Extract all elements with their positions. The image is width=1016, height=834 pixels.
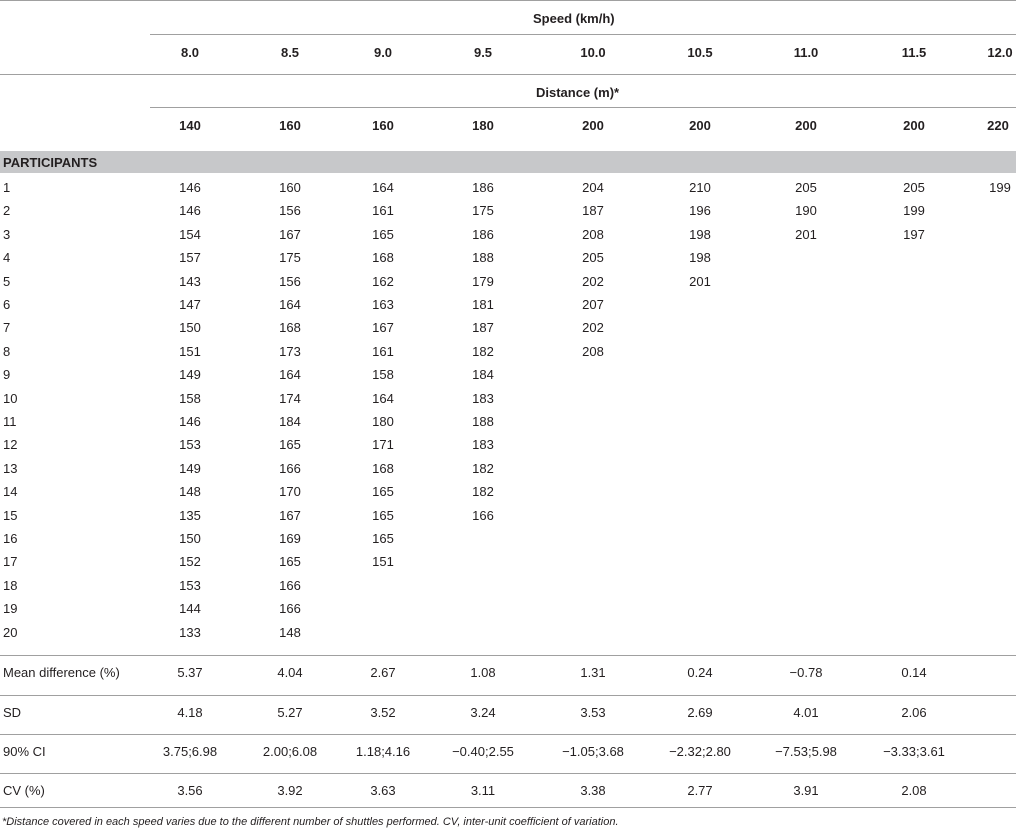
participant-id: 5 bbox=[3, 273, 11, 289]
summary-cell: 3.53 bbox=[580, 705, 606, 720]
summary-cell: −1.05;3.68 bbox=[562, 744, 624, 759]
summary-cell: 3.38 bbox=[580, 783, 606, 798]
distance-value: 200 bbox=[795, 118, 817, 133]
participant-id: 9 bbox=[3, 367, 11, 383]
data-cell: 171 bbox=[372, 437, 394, 453]
data-cell: 175 bbox=[279, 250, 301, 266]
summary-cell: 3.92 bbox=[277, 783, 303, 798]
data-cell: 157 bbox=[179, 250, 201, 266]
data-cell: 182 bbox=[472, 460, 494, 476]
data-cell: 182 bbox=[472, 343, 494, 359]
data-cell: 202 bbox=[582, 320, 604, 336]
data-cell: 202 bbox=[582, 273, 604, 289]
summary-cell: 0.14 bbox=[901, 665, 927, 680]
participant-id: 15 bbox=[3, 507, 18, 523]
summary-cell: 4.01 bbox=[793, 705, 819, 720]
data-cell: 186 bbox=[472, 226, 494, 242]
data-cell: 164 bbox=[279, 367, 301, 383]
participant-id: 4 bbox=[3, 250, 11, 266]
data-cell: 187 bbox=[582, 203, 604, 219]
row-rule bbox=[0, 773, 1016, 774]
data-cell: 167 bbox=[279, 507, 301, 523]
data-cell: 149 bbox=[179, 367, 201, 383]
data-cell: 165 bbox=[372, 226, 394, 242]
summary-cell: 5.27 bbox=[277, 705, 303, 720]
distance-value: 140 bbox=[179, 118, 201, 133]
data-cell: 183 bbox=[472, 437, 494, 453]
data-cell: 167 bbox=[279, 226, 301, 242]
data-cell: 184 bbox=[279, 414, 301, 429]
distance-value: 160 bbox=[372, 118, 394, 133]
summary-label: 90% CI bbox=[3, 744, 46, 759]
data-cell: 154 bbox=[179, 226, 201, 242]
participant-id: 8 bbox=[3, 343, 11, 359]
summary-cell: 3.52 bbox=[370, 705, 396, 720]
participant-id: 12 bbox=[3, 437, 18, 453]
summary-cell: −3.33;3.61 bbox=[883, 744, 945, 759]
participant-id: 16 bbox=[3, 531, 18, 546]
data-cell: 148 bbox=[179, 484, 201, 500]
data-cell: 150 bbox=[179, 320, 201, 336]
participant-id: 19 bbox=[3, 601, 18, 617]
summary-cell: 4.18 bbox=[177, 705, 203, 720]
data-cell: 151 bbox=[372, 554, 394, 570]
data-cell: 186 bbox=[472, 180, 494, 195]
data-cell: 158 bbox=[179, 390, 201, 406]
data-cell: 208 bbox=[582, 343, 604, 359]
summary-cell: 2.08 bbox=[901, 783, 927, 798]
row-rule bbox=[0, 695, 1016, 696]
speed-value: 8.0 bbox=[180, 45, 200, 60]
summary-cell: 1.08 bbox=[470, 665, 496, 680]
data-cell: 210 bbox=[689, 180, 711, 195]
data-cell: 169 bbox=[279, 531, 301, 546]
data-cell: 179 bbox=[472, 273, 494, 289]
participant-id: 14 bbox=[3, 484, 18, 500]
header-rule-1 bbox=[0, 74, 1016, 75]
data-cell: 201 bbox=[689, 273, 711, 289]
data-cell: 165 bbox=[372, 484, 394, 500]
distance-value: 180 bbox=[472, 118, 494, 133]
data-cell: 161 bbox=[372, 203, 394, 219]
data-cell: 168 bbox=[279, 320, 301, 336]
data-cell: 197 bbox=[903, 226, 925, 242]
data-cell: 149 bbox=[179, 460, 201, 476]
participant-id: 20 bbox=[3, 624, 18, 640]
speed-rule bbox=[150, 34, 1016, 35]
data-cell: 161 bbox=[372, 343, 394, 359]
data-cell: 208 bbox=[582, 226, 604, 242]
summary-label: CV (%) bbox=[3, 783, 45, 798]
data-cell: 133 bbox=[179, 624, 201, 640]
data-cell: 188 bbox=[472, 414, 494, 429]
speed-value: 9.5 bbox=[473, 45, 493, 60]
speed-value: 11.0 bbox=[793, 45, 819, 60]
data-cell: 190 bbox=[795, 203, 817, 219]
data-cell: 207 bbox=[582, 297, 604, 312]
data-cell: 144 bbox=[179, 601, 201, 617]
data-cell: 199 bbox=[903, 203, 925, 219]
summary-cell: 3.56 bbox=[177, 783, 203, 798]
data-cell: 153 bbox=[179, 437, 201, 453]
data-cell: 151 bbox=[179, 343, 201, 359]
data-cell: 166 bbox=[472, 507, 494, 523]
data-cell: 198 bbox=[689, 250, 711, 266]
data-cell: 198 bbox=[689, 226, 711, 242]
data-cell: 165 bbox=[372, 507, 394, 523]
data-cell: 160 bbox=[279, 180, 301, 195]
speed-value: 11.5 bbox=[901, 45, 927, 60]
participant-id: 17 bbox=[3, 554, 18, 570]
data-cell: 164 bbox=[372, 390, 394, 406]
summary-cell: 3.91 bbox=[793, 783, 819, 798]
summary-cell: −0.40;2.55 bbox=[452, 744, 514, 759]
summary-cell: 2.67 bbox=[370, 665, 396, 680]
section-label: PARTICIPANTS bbox=[3, 155, 98, 170]
data-cell: 166 bbox=[279, 460, 301, 476]
summary-cell: 5.37 bbox=[177, 665, 203, 680]
data-cell: 181 bbox=[472, 297, 494, 312]
data-cell: 205 bbox=[795, 180, 817, 195]
data-cell: 156 bbox=[279, 273, 301, 289]
data-cell: 143 bbox=[179, 273, 201, 289]
data-cell: 135 bbox=[179, 507, 201, 523]
data-cell: 201 bbox=[795, 226, 817, 242]
data-cell: 188 bbox=[472, 250, 494, 266]
participant-id: 6 bbox=[3, 297, 11, 312]
data-cell: 146 bbox=[179, 414, 201, 429]
speed-value: 10.0 bbox=[580, 45, 606, 60]
summary-cell: 2.77 bbox=[687, 783, 713, 798]
row-rule bbox=[0, 734, 1016, 735]
data-cell: 170 bbox=[279, 484, 301, 500]
data-cell: 158 bbox=[372, 367, 394, 383]
data-cell: 196 bbox=[689, 203, 711, 219]
data-cell: 199 bbox=[989, 180, 1011, 195]
participant-id: 1 bbox=[3, 180, 11, 195]
data-cell: 166 bbox=[279, 577, 301, 593]
data-cell: 165 bbox=[279, 554, 301, 570]
participant-id: 10 bbox=[3, 390, 18, 406]
distance-value: 220 bbox=[987, 118, 1009, 133]
data-cell: 175 bbox=[472, 203, 494, 219]
participant-id: 7 bbox=[3, 320, 11, 336]
summary-cell: 3.11 bbox=[470, 783, 496, 798]
data-cell: 146 bbox=[179, 180, 201, 195]
data-cell: 147 bbox=[179, 297, 201, 312]
summary-cell: −0.78 bbox=[789, 665, 823, 680]
data-cell: 165 bbox=[372, 531, 394, 546]
summary-cell: −2.32;2.80 bbox=[669, 744, 731, 759]
data-cell: 205 bbox=[903, 180, 925, 195]
data-cell: 164 bbox=[372, 180, 394, 195]
section-band bbox=[0, 151, 1016, 173]
summary-cell: 1.31 bbox=[580, 665, 606, 680]
data-cell: 153 bbox=[179, 577, 201, 593]
distance-value: 160 bbox=[279, 118, 301, 133]
data-cell: 174 bbox=[279, 390, 301, 406]
summary-cell: 2.69 bbox=[687, 705, 713, 720]
participant-id: 13 bbox=[3, 460, 18, 476]
data-cell: 183 bbox=[472, 390, 494, 406]
bottom-rule bbox=[0, 807, 1016, 808]
summary-cell: 1.18;4.16 bbox=[355, 744, 411, 759]
data-cell: 180 bbox=[372, 414, 394, 429]
data-cell: 156 bbox=[279, 203, 301, 219]
data-cell: 184 bbox=[472, 367, 494, 383]
summary-cell: 4.04 bbox=[277, 665, 303, 680]
data-cell: 146 bbox=[179, 203, 201, 219]
participant-id: 18 bbox=[3, 577, 18, 593]
distance-value: 200 bbox=[689, 118, 711, 133]
distance-header: Distance (m)* bbox=[536, 85, 620, 100]
data-cell: 187 bbox=[472, 320, 494, 336]
speed-value: 9.0 bbox=[373, 45, 393, 60]
speed-value: 8.5 bbox=[280, 45, 300, 60]
participant-id: 3 bbox=[3, 226, 11, 242]
data-cell: 148 bbox=[279, 624, 301, 640]
data-cell: 163 bbox=[372, 297, 394, 312]
speed-value: 10.5 bbox=[687, 45, 713, 60]
data-cell: 152 bbox=[179, 554, 201, 570]
data-cell: 182 bbox=[472, 484, 494, 500]
participant-id: 11 bbox=[3, 414, 17, 429]
participant-id: 2 bbox=[3, 203, 11, 219]
summary-cell: 0.24 bbox=[687, 665, 713, 680]
data-cell: 167 bbox=[372, 320, 394, 336]
distance-rule bbox=[150, 107, 1016, 108]
row-rule bbox=[0, 655, 1016, 656]
summary-cell: 3.24 bbox=[470, 705, 496, 720]
distance-value: 200 bbox=[903, 118, 925, 133]
data-cell: 150 bbox=[179, 531, 201, 546]
data-cell: 173 bbox=[279, 343, 301, 359]
top-rule bbox=[0, 0, 1016, 1]
data-cell: 205 bbox=[582, 250, 604, 266]
data-cell: 166 bbox=[279, 601, 301, 617]
summary-cell: 3.75;6.98 bbox=[162, 744, 218, 759]
summary-label: SD bbox=[3, 705, 22, 720]
footnote: *Distance covered in each speed varies due to the different number of shuttles performed. CV, inter-unit coefficient of variation. bbox=[2, 816, 619, 828]
data-cell: 168 bbox=[372, 460, 394, 476]
summary-cell: 3.63 bbox=[370, 783, 396, 798]
summary-cell: −7.53;5.98 bbox=[775, 744, 837, 759]
summary-cell: 2.00;6.08 bbox=[262, 744, 318, 759]
data-cell: 168 bbox=[372, 250, 394, 266]
distance-value: 200 bbox=[582, 118, 604, 133]
data-cell: 164 bbox=[279, 297, 301, 312]
data-cell: 204 bbox=[582, 180, 604, 195]
summary-cell: 2.06 bbox=[901, 705, 927, 720]
speed-header: Speed (km/h) bbox=[533, 11, 615, 26]
data-cell: 165 bbox=[279, 437, 301, 453]
speed-value: 12.0 bbox=[987, 45, 1013, 60]
summary-label: Mean difference (%) bbox=[3, 665, 120, 680]
data-cell: 162 bbox=[372, 273, 394, 289]
